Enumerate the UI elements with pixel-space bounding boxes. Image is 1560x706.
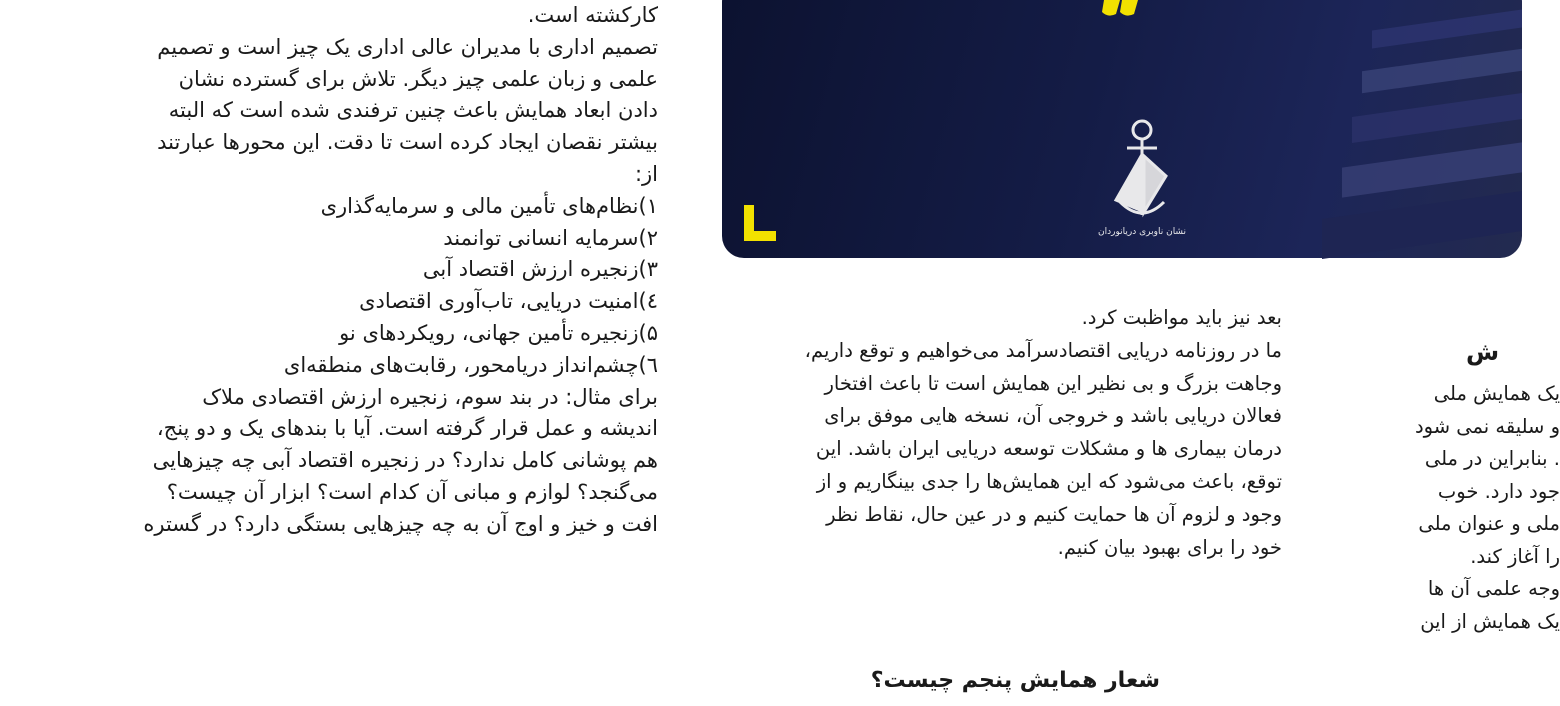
text-line: دادن ابعاد همایش باعث چنین ترفندی شده است که البته [168,98,658,123]
text-line: بیشتر نقصان ایجاد کرده است تا دقت. این محورها عبارتند [157,130,658,155]
text-line: ما در روزنامه دریایی اقتصادسرآمد می‌خواهیم و توقع داریم، [804,338,1282,362]
text-line: اندیشه و عمل قرار گرفته است. آیا با بندهای یک و دو پنج، [156,416,658,441]
text-line: توقع، باعث می‌شود که این همایش‌ها را جدی بینگاریم و از [816,469,1282,493]
text-line: کارکشته است. [527,3,658,27]
text-line: بعد نیز باید مواظبت کرد. [1081,306,1282,329]
text-line: درمان بیماری ها و مشکلات توسعه دریایی ایران باشد. این [815,437,1282,461]
text-line: افت و خیز و اوج آن به چه چیزهایی بستگی دارد؟ در گستره [143,511,658,536]
text-line: را آغاز کند. [1470,544,1560,568]
right-article-column [1300,378,1560,638]
middle-article-column [702,302,1282,564]
anchor-emblem-icon [1116,121,1166,215]
text-line: تصمیم اداری با مدیران عالی اداری یک چیز است و تصمیم [157,34,658,59]
yellow-corner-bracket-icon [744,205,776,241]
text-line: جود دارد. خوب [1437,479,1560,503]
poster-graphics [722,0,1522,258]
text-line: . بنابراین در ملی [1424,447,1560,470]
left-article-column [78,0,658,541]
text-line: و سلیقه نمی شود [1414,414,1560,438]
text-line: برای مثال: در بند سوم، زنجیره ارزش اقتصادی ملاک [202,384,658,409]
text-line: فعالان دریایی باشد و خروجی آن، نسخه هایی موفق برای [824,404,1282,428]
list-item: ۳)زنجیره ارزش اقتصاد آبی [422,257,658,282]
yellow-accent-mark [1102,0,1138,16]
section-heading: شعار همایش پنجم چیست؟ [870,668,1160,693]
text-line: وجاهت بزرگ و بی نظیر این همایش است تا باعث افتخار [824,371,1282,395]
right-column-heading: ش [1466,338,1500,366]
list-item: ۲)سرمایه انسانی توانمند [443,225,658,250]
text-line: از: [634,161,658,186]
list-item: ٦)چشم‌انداز دریامحور، رقابت‌های منطقه‌ای [283,352,658,377]
text-line: هم پوشانی کامل ندارد؟ در زنجیره اقتصاد آبی چه چیزهایی [152,448,658,473]
text-line: می‌گنجد؟ لوازم و مبانی آن کدام است؟ ابزار آن چیست؟ [166,479,658,504]
text-line: یک همایش ملی [1433,382,1560,405]
emblem-caption: نشان ناوبری دریانوردان [1098,227,1186,237]
list-item: ٤)امنیت دریایی، تاب‌آوری اقتصادی [359,289,658,314]
text-line: وجه علمی آن ها [1427,577,1560,600]
text-line: خود را برای بهبود بیان کنیم. [1057,535,1282,559]
conference-poster-image [722,0,1522,258]
text-line: وجود و لزوم آن ها حمایت کنیم و در عین حال، نقاط نظر [826,502,1282,526]
text-line: یک همایش از این [1420,609,1560,633]
text-line: ملی و عنوان ملی [1418,512,1560,535]
list-item: ۱)نظام‌های تأمین مالی و سرمایه‌گذاری [320,193,658,218]
text-line: علمی و زبان علمی چیز دیگر. تلاش برای گسترده نشان [178,66,658,91]
list-item: ۵)زنجیره تأمین جهانی، رویکردهای نو [339,320,658,345]
